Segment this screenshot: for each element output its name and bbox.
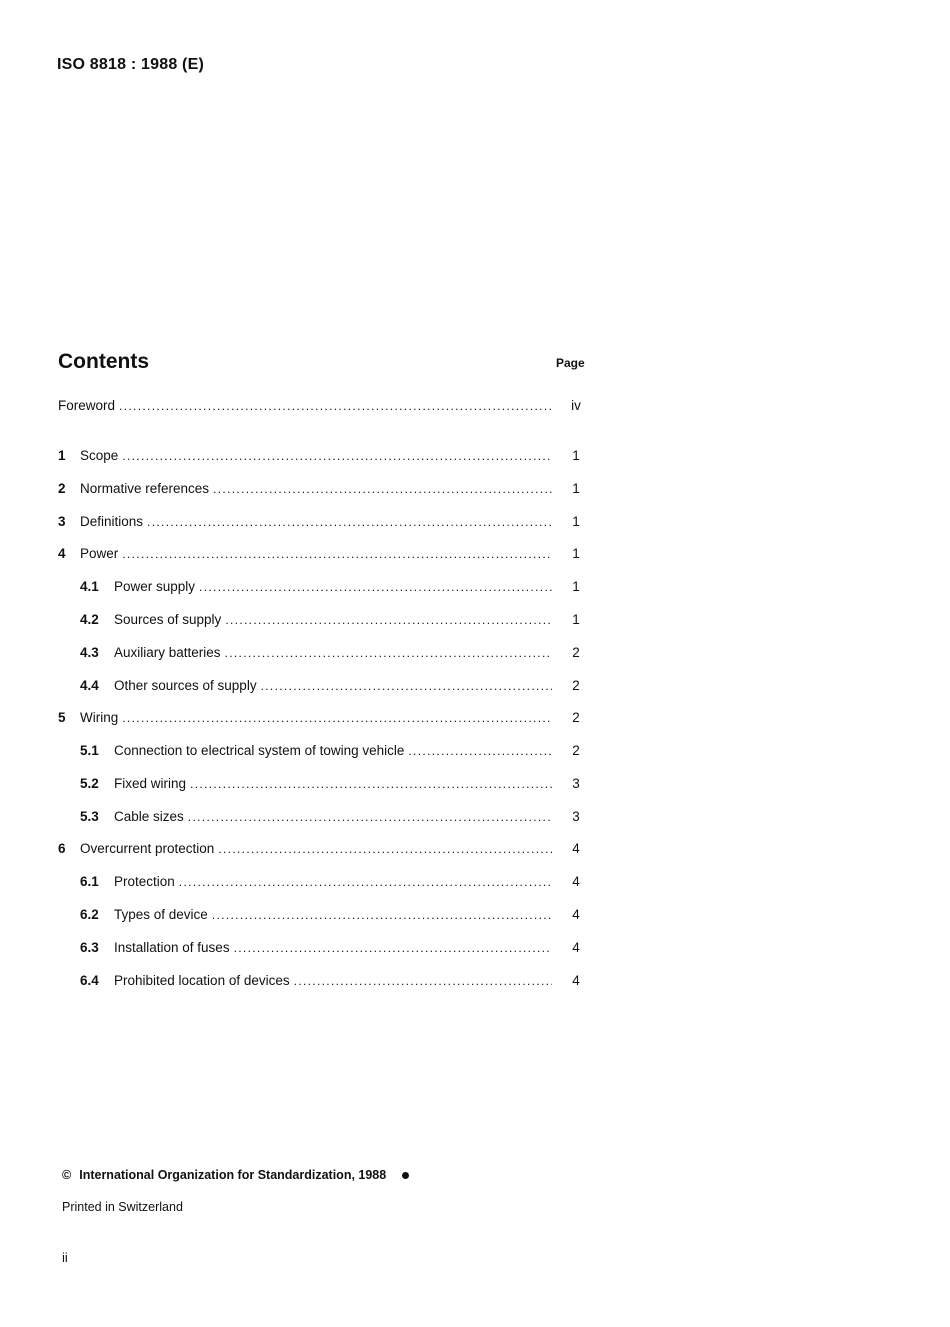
toc-entry-number: 5.1 — [80, 743, 99, 758]
toc-entry-page: 4 — [572, 973, 580, 988]
toc-entry-number: 6.2 — [80, 907, 99, 922]
page-column-label: Page — [556, 356, 585, 370]
toc-entry-page: 3 — [572, 776, 580, 791]
toc-entry-label: Normative references — [80, 481, 210, 496]
toc-entry-page: 2 — [572, 645, 580, 660]
toc-entry-label: Sources of supply — [114, 612, 222, 627]
toc-entry-label: Connection to electrical system of towing vehicle — [114, 743, 405, 758]
toc-entry-page: 3 — [572, 809, 580, 824]
toc-entry-label: Other sources of supply — [114, 678, 257, 693]
dot-leader — [190, 773, 552, 795]
dot-leader — [179, 871, 552, 893]
toc-entry — [58, 609, 588, 631]
toc-entry — [58, 576, 588, 598]
copyright-text: International Organization for Standardization, 1988 — [79, 1168, 387, 1182]
dot-leader — [234, 937, 552, 959]
toc-entry — [58, 740, 588, 762]
toc-entry-number: 6.3 — [80, 940, 99, 955]
toc-entry — [58, 478, 588, 500]
toc-entry-number: 4.4 — [80, 678, 99, 693]
toc-entry-label: Power supply — [114, 579, 196, 594]
dot-leader — [122, 543, 552, 565]
standard-reference: ISO 8818 : 1988 (E) — [57, 56, 204, 73]
toc-entry-number: 4 — [58, 546, 66, 561]
toc-entry-page: 1 — [572, 579, 580, 594]
toc-entry-number: 2 — [58, 481, 66, 496]
toc-entry-number: 4.2 — [80, 612, 99, 627]
toc-entry-label: Cable sizes — [114, 809, 184, 824]
toc-entry-page: 1 — [572, 514, 580, 529]
toc-entry-label: Protection — [114, 874, 175, 889]
toc-entry-page: 2 — [572, 710, 580, 725]
toc-entry-page: 2 — [572, 743, 580, 758]
toc-entry-page: 1 — [572, 448, 580, 463]
dot-leader — [261, 675, 552, 697]
toc-entry-number: 1 — [58, 448, 66, 463]
bullet-dot-icon — [402, 1172, 409, 1179]
toc-entry — [58, 773, 588, 795]
toc-entry — [58, 445, 588, 467]
dot-leader — [199, 576, 552, 598]
toc-entry-label: Scope — [80, 448, 119, 463]
toc-entry-label: Installation of fuses — [114, 940, 230, 955]
toc-entry-page: 4 — [572, 874, 580, 889]
toc-entry-number: 6.1 — [80, 874, 99, 889]
toc-entry-label: Definitions — [80, 514, 144, 529]
toc-entry — [58, 675, 588, 697]
toc-entry-label: Types of device — [114, 907, 208, 922]
toc-entry-page: 1 — [572, 481, 580, 496]
toc-entry-page: 1 — [572, 612, 580, 627]
toc-entry — [58, 937, 588, 959]
toc-entry-page: 4 — [572, 907, 580, 922]
page-number: ii — [62, 1250, 68, 1265]
toc-entry — [58, 871, 588, 893]
toc-entry — [58, 904, 588, 926]
toc-entry — [58, 707, 588, 729]
dot-leader — [122, 445, 552, 467]
toc-entry-page: 4 — [572, 841, 580, 856]
dot-leader — [225, 609, 552, 631]
toc-entry-number: 5.3 — [80, 809, 99, 824]
toc-entry-page: 4 — [572, 940, 580, 955]
toc-entry-page: 2 — [572, 678, 580, 693]
toc-entry-number: 5 — [58, 710, 66, 725]
dot-leader — [218, 838, 552, 860]
toc-entry-label: Power — [80, 546, 119, 561]
toc-entry — [58, 642, 588, 664]
toc-entry-page: iv — [571, 398, 581, 413]
dot-leader — [119, 395, 552, 417]
toc-entry — [58, 511, 588, 533]
dot-leader — [213, 478, 552, 500]
toc-entry — [58, 543, 588, 565]
toc-entry-number: 4.1 — [80, 579, 99, 594]
toc-entry — [58, 806, 588, 828]
dot-leader — [147, 511, 552, 533]
toc-entry — [58, 395, 588, 417]
printed-location: Printed in Switzerland — [62, 1200, 183, 1214]
toc-entry-number: 5.2 — [80, 776, 99, 791]
dot-leader — [122, 707, 552, 729]
dot-leader — [225, 642, 552, 664]
contents-title: Contents — [58, 350, 149, 373]
toc-entry-number: 6.4 — [80, 973, 99, 988]
toc-entry-label: Fixed wiring — [114, 776, 187, 791]
copyright-symbol: © — [62, 1168, 72, 1182]
toc-entry-label: Wiring — [80, 710, 119, 725]
dot-leader — [294, 970, 552, 992]
toc-entry — [58, 970, 588, 992]
copyright-line — [62, 1168, 409, 1182]
toc-entry-page: 1 — [572, 546, 580, 561]
toc-entry-number: 4.3 — [80, 645, 99, 660]
toc-entry-label: Prohibited location of devices — [114, 973, 290, 988]
toc-entry — [58, 838, 588, 860]
toc-entry-label: Auxiliary batteries — [114, 645, 221, 660]
toc-entry-label: Foreword — [58, 398, 116, 413]
toc-entry-label: Overcurrent protection — [80, 841, 215, 856]
toc-entry-number: 6 — [58, 841, 66, 856]
toc-entry-number: 3 — [58, 514, 66, 529]
dot-leader — [212, 904, 552, 926]
dot-leader — [188, 806, 552, 828]
dot-leader — [408, 740, 552, 762]
